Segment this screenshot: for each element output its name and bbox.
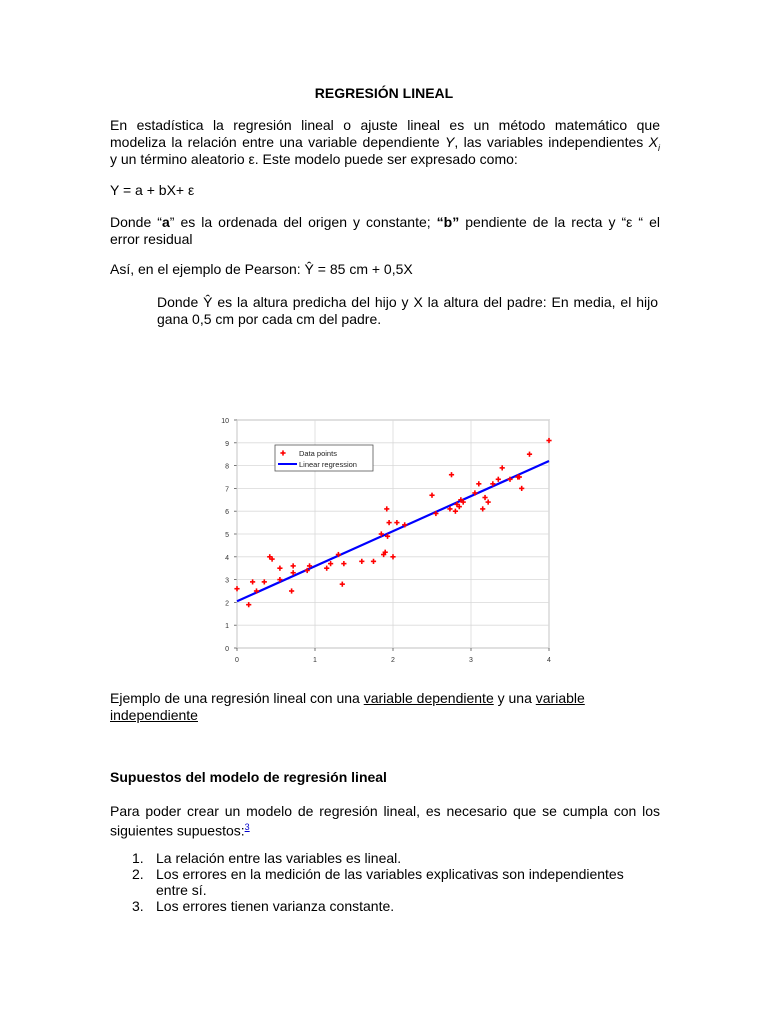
intro-line-1: En estadística la regresión lineal o ajuste lineal es un método matemático que: [110, 117, 660, 133]
regression-chart-svg: [212, 412, 560, 670]
chart-caption-line-1: [110, 690, 660, 707]
intro-text: modeliza la relación entre una variable dependiente: [110, 134, 445, 150]
donde-line-2: error residual: [110, 231, 193, 247]
y-tick-label: 0: [225, 646, 229, 653]
donde-text: pendiente de la recta y “ε “ el: [459, 214, 660, 230]
supuestos-text: siguientes supuestos:: [110, 822, 245, 839]
y-tick-label: 8: [225, 463, 229, 471]
y-tick-label: 2: [225, 600, 229, 608]
variable-x-subscript: i: [658, 142, 660, 153]
y-tick-label: 10: [221, 418, 229, 425]
regression-chart: [212, 412, 560, 670]
explanation-line-2: gana 0,5 cm por cada cm del padre.: [157, 311, 382, 327]
footnote-ref-link[interactable]: 3: [244, 822, 250, 832]
list-number: 3.: [132, 898, 144, 914]
intro-line-3: y un término aleatorio ε. Este modelo puede ser expresado como:: [110, 151, 518, 167]
x-tick-label: 3: [469, 657, 473, 664]
x-tick-label: 0: [235, 657, 239, 664]
donde-text: Donde “: [110, 214, 162, 230]
intro-text: , las variables independientes: [454, 134, 649, 150]
list-item: [132, 866, 652, 898]
supuestos-intro-line-2: [110, 819, 660, 840]
caption-text: y una: [493, 690, 536, 706]
regression-formula: Y = a + bX+ ε: [110, 182, 195, 198]
link-variable-dependiente[interactable]: variable dependiente: [363, 690, 494, 706]
donde-line-1: [110, 214, 660, 231]
list-item: [132, 898, 652, 914]
list-text: Los errores en la medición de las variables explicativas son independientes: [156, 866, 624, 882]
legend-label-points: Data points: [299, 449, 337, 458]
supuestos-intro-line-1: Para poder crear un modelo de regresión lineal, es necesario que se cumpla con los: [110, 803, 660, 819]
explanation-line-1: Donde Ŷ es la altura predicha del hijo y X la altura del padre: En media, el hijo: [157, 294, 658, 310]
y-tick-label: 7: [225, 486, 229, 494]
y-tick-label: 4: [225, 554, 229, 562]
param-a: a: [161, 214, 170, 230]
list-text-continued: entre sí.: [156, 882, 207, 898]
y-tick-label: 5: [225, 532, 229, 539]
legend-label-line: Linear regression: [299, 460, 357, 469]
caption-text: Ejemplo de una regresión lineal con una: [110, 690, 364, 706]
x-tick-label: 2: [391, 657, 395, 664]
chart-caption-line-2: [110, 707, 660, 724]
variable-y: Y: [445, 134, 455, 150]
page-title: REGRESIÓN LINEAL: [314, 85, 454, 101]
list-number: 1.: [132, 850, 144, 866]
y-tick-label: 1: [225, 623, 229, 631]
variable-x: X: [648, 134, 658, 150]
y-tick-label: 3: [225, 577, 229, 585]
y-tick-label: 9: [225, 440, 229, 448]
x-tick-label: 4: [547, 657, 551, 664]
x-tick-label: 1: [313, 657, 317, 664]
pearson-example: Así, en el ejemplo de Pearson: Ŷ = 85 cm + 0,5X: [110, 261, 413, 277]
list-text: La relación entre las variables es lineal.: [156, 850, 402, 866]
section-title: Supuestos del modelo de regresión lineal: [110, 769, 387, 785]
param-b: “b”: [436, 214, 460, 230]
list-item: [132, 850, 652, 866]
donde-text: ” es la ordenada del origen y constante;: [169, 214, 437, 230]
list-text: Los errores tienen varianza constante.: [156, 898, 395, 914]
y-tick-label: 6: [225, 509, 229, 517]
link-variable-independiente-cont[interactable]: independiente: [110, 707, 198, 723]
link-variable-independiente[interactable]: variable: [535, 690, 585, 706]
list-number: 2.: [132, 866, 144, 882]
